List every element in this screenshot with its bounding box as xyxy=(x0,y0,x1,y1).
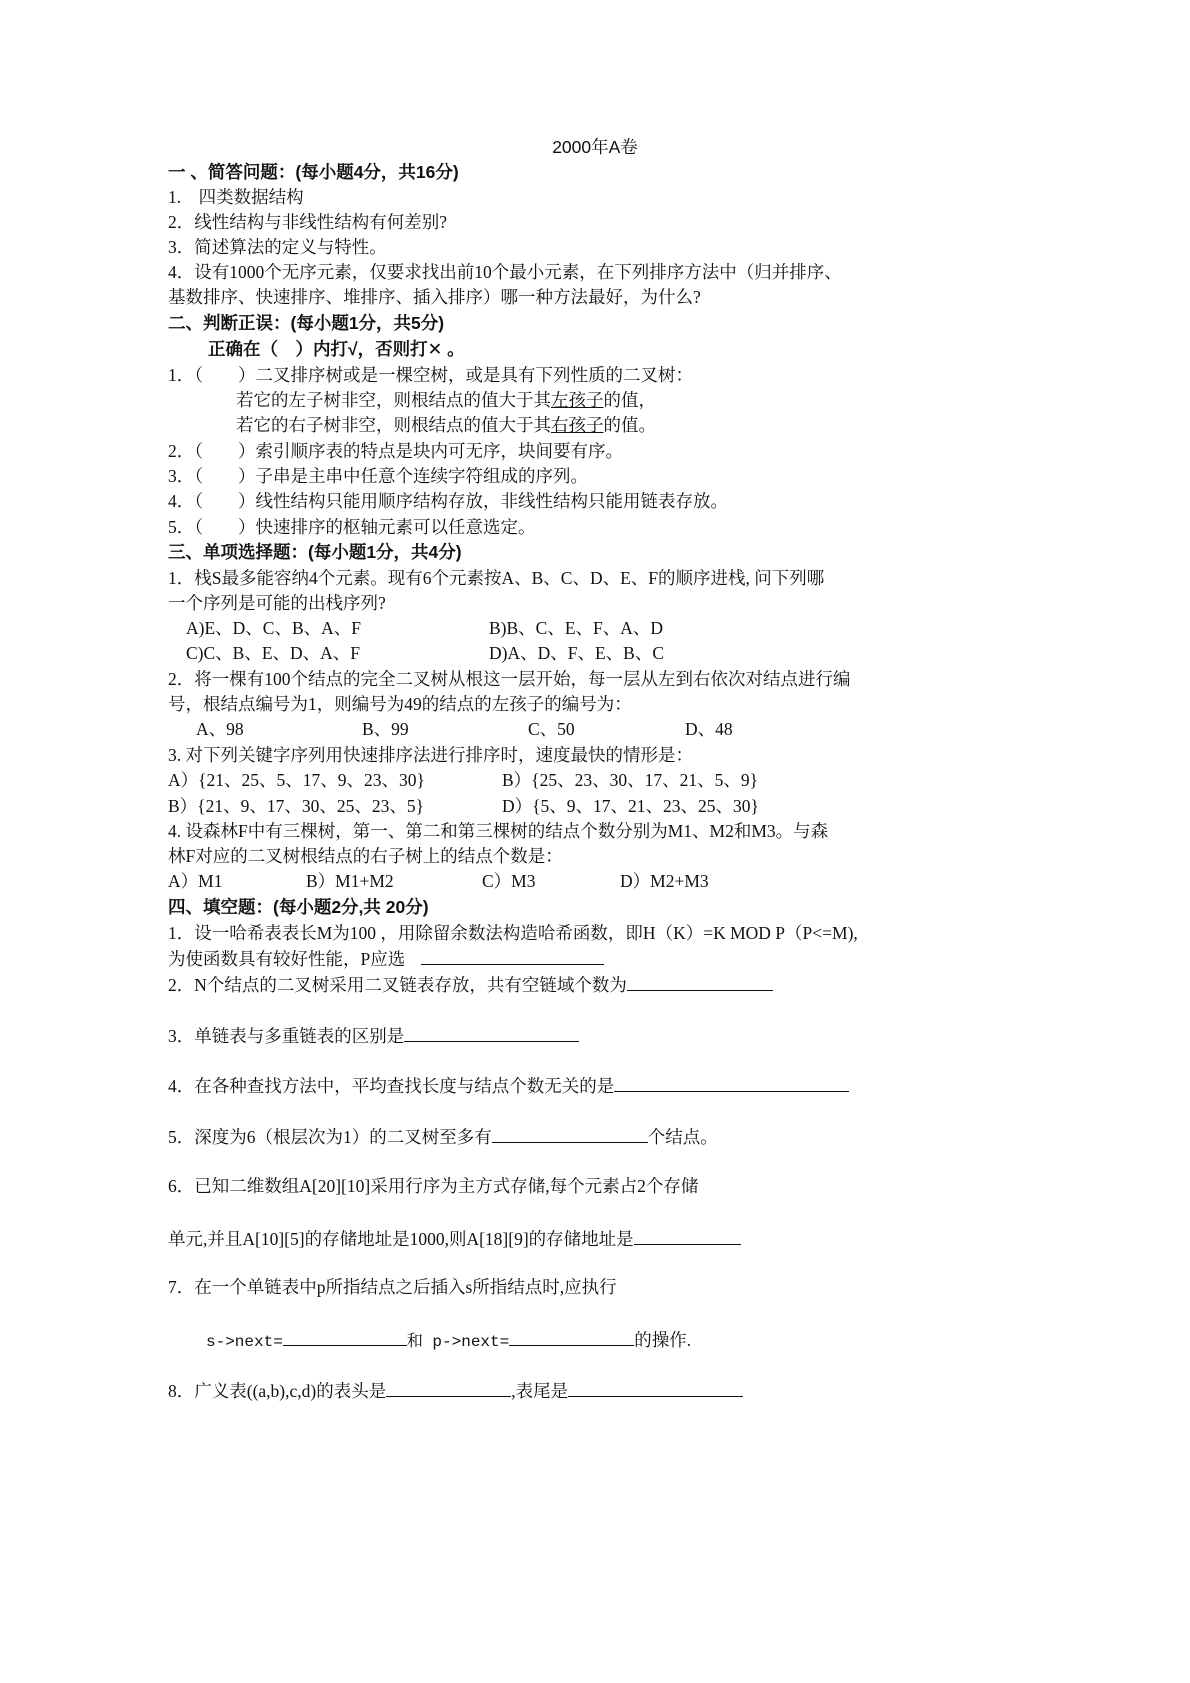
question-line xyxy=(236,414,656,436)
text: ,表尾是 xyxy=(511,1381,569,1401)
text: s->next= xyxy=(206,1333,283,1351)
answer-blank[interactable] xyxy=(283,1327,407,1346)
option: D）{5、9、17、21、23、25、30} xyxy=(502,796,759,816)
answer-blank[interactable] xyxy=(386,1378,511,1397)
page-title: 2000年A卷 xyxy=(552,137,638,157)
question-line xyxy=(168,972,773,996)
question-line xyxy=(206,1327,691,1353)
text: 单元,并且A[10][5]的存储地址是1000,则A[18][9]的存储地址是 xyxy=(168,1229,634,1249)
question: 一个序列是可能的出栈序列? xyxy=(168,593,386,613)
option: A、98 xyxy=(196,719,244,739)
option: A)E、D、C、B、A、F xyxy=(186,618,362,638)
option: B、99 xyxy=(362,719,409,739)
question: 1．设一哈希表表长M为100 ，用除留余数法构造哈希函数，即H（K）=K MOD P（P<=M), xyxy=(168,923,858,943)
question: 2．（ ）索引顺序表的特点是块内可无序，块间要有序。 xyxy=(168,441,623,461)
answer-blank[interactable] xyxy=(509,1327,634,1346)
question: 号，根结点编号为1，则编号为49的结点的左孩子的编号为： xyxy=(168,694,632,714)
question: 2．将一棵有100个结点的完全二叉树从根这一层开始，每一层从左到右依次对结点进行编 xyxy=(168,669,851,689)
text: 4．在各种查找方法中，平均查找长度与结点个数无关的是 xyxy=(168,1076,615,1096)
question: 6．已知二维数组A[20][10]采用行序为主方式存储,每个元素占2个存储 xyxy=(168,1176,699,1196)
question-line xyxy=(168,1378,743,1402)
section-2-heading: 二、判断正误：(每小题1分，共5分) xyxy=(168,313,445,333)
question: 1．（ ）二叉排序树或是一棵空树，或是具有下列性质的二叉树： xyxy=(168,365,693,385)
underlined-text: 右孩子 xyxy=(551,415,604,435)
question: 4. 设森林F中有三棵树，第一、第二和第三棵树的结点个数分别为M1、M2和M3。与森 xyxy=(168,821,829,841)
question: 7．在一个单链表中p所指结点之后插入s所指结点时,应执行 xyxy=(168,1277,617,1297)
underlined-text: 左孩子 xyxy=(551,390,604,410)
question: 1．栈S最多能容纳4个元素。现有6个元素按A、B、C、D、E、F的顺序进栈, 问下列哪 xyxy=(168,568,825,588)
text: 的值。 xyxy=(603,415,656,435)
section-1-heading: 一 、简答问题：(每小题4分，共16分) xyxy=(168,162,459,182)
instruction: 正确在（ ）内打√，否则打✕ 。 xyxy=(208,339,465,359)
answer-blank[interactable] xyxy=(568,1378,743,1397)
text: 3．单链表与多重链表的区别是 xyxy=(168,1026,405,1046)
answer-blank[interactable] xyxy=(404,1023,579,1042)
option: B）{21、9、17、30、25、23、5} xyxy=(168,796,424,816)
option: C、50 xyxy=(528,719,575,739)
question-line xyxy=(168,1226,741,1250)
question: 2．线性结构与非线性结构有何差别? xyxy=(168,212,448,232)
answer-blank[interactable] xyxy=(492,1124,648,1143)
text: 2．N个结点的二叉树采用二叉链表存放，共有空链域个数为 xyxy=(168,975,627,995)
text: 和 p->next= xyxy=(406,1333,510,1351)
text: 的操作. xyxy=(634,1330,692,1350)
text: 若它的左子树非空，则根结点的值大于其 xyxy=(236,390,551,410)
text: 为使函数具有较好性能，P应选 xyxy=(168,949,406,969)
option: A）M1 xyxy=(168,871,223,891)
option: C）M3 xyxy=(482,871,536,891)
section-3-heading: 三、单项选择题：(每小题1分，共4分) xyxy=(168,542,462,562)
option: D)A、D、F、E、B、C xyxy=(489,643,665,663)
text: 8．广义表((a,b),c,d)的表头是 xyxy=(168,1381,387,1401)
question: 3. 对下列关键字序列用快速排序法进行排序时，速度最快的情形是： xyxy=(168,745,693,765)
answer-blank[interactable] xyxy=(627,972,773,991)
option: D）M2+M3 xyxy=(620,871,709,891)
option: B）M1+M2 xyxy=(306,871,394,891)
option: A）{21、25、5、17、9、23、30} xyxy=(168,770,425,790)
option: D、48 xyxy=(685,719,733,739)
answer-blank[interactable] xyxy=(614,1073,849,1092)
question-line xyxy=(236,389,656,411)
question: 4．设有1000个无序元素，仅要求找出前10个最小元素，在下列排序方法中（归并排序、 xyxy=(168,262,842,282)
question-line xyxy=(168,946,604,970)
question: 林F对应的二叉树根结点的右子树上的结点个数是： xyxy=(168,846,563,866)
text: 若它的右子树非空，则根结点的值大于其 xyxy=(236,415,551,435)
question-line xyxy=(168,1023,579,1047)
question: 3．（ ）子串是主串中任意个连续字符组成的序列。 xyxy=(168,466,588,486)
section-4-heading: 四、填空题：(每小题2分,共 20分) xyxy=(168,897,429,917)
question: 3．简述算法的定义与特性。 xyxy=(168,237,387,257)
text: 5．深度为6（根层次为1）的二叉树至多有 xyxy=(168,1127,492,1147)
option: C)C、B、E、D、A、F xyxy=(186,643,361,663)
question: 基数排序、快速排序、堆排序、插入排序）哪一种方法最好，为什么? xyxy=(168,287,701,307)
question-line xyxy=(168,1124,718,1148)
option: B）{25、23、30、17、21、5、9} xyxy=(502,770,758,790)
question: 4．（ ）线性结构只能用顺序结构存放，非线性结构只能用链表存放。 xyxy=(168,491,728,511)
answer-blank[interactable] xyxy=(634,1226,741,1245)
option: B)B、C、E、F、A、D xyxy=(489,618,664,638)
text: 个结点。 xyxy=(647,1127,718,1147)
question-line xyxy=(168,1073,849,1097)
question: 1. 四类数据结构 xyxy=(168,187,304,207)
text: 的值， xyxy=(603,390,656,410)
question: 5．（ ）快速排序的枢轴元素可以任意选定。 xyxy=(168,517,536,537)
answer-blank[interactable] xyxy=(421,946,604,965)
